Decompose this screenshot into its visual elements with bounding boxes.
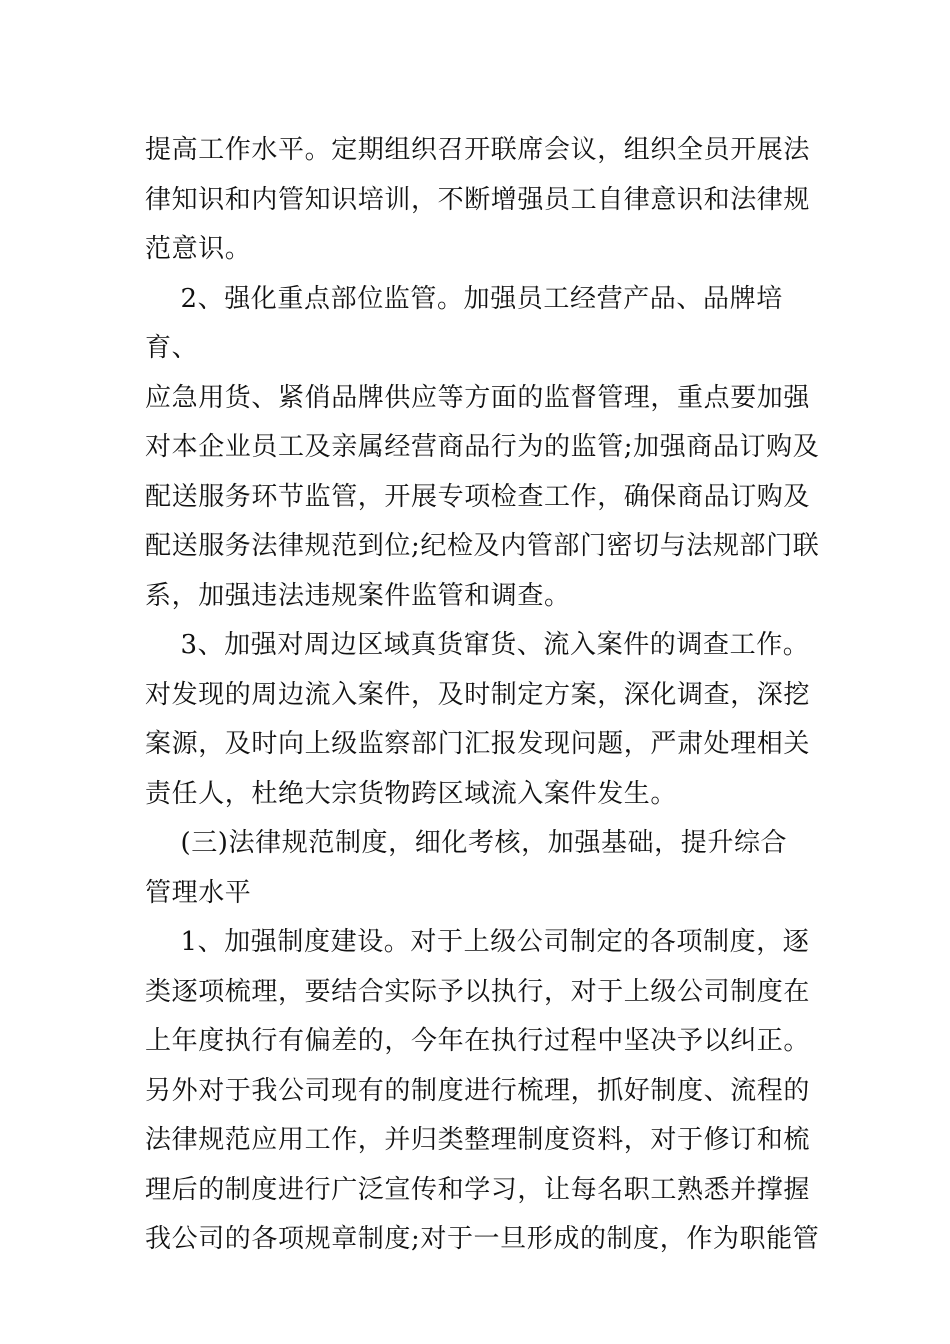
paragraph-4: (三)法律规范制度，细化考核，加强基础，提升综合 管理水平	[145, 828, 788, 908]
paragraph-5: 1、加强制度建设。对于上级公司制定的各项制度，逐 类逐项梳理，要结合实际予以执行，对于上级公司制度在 上年度执行有偏差的，今年在执行过程中坚决予以纠正。 另外对于我公司现有的制度进行梳理，抓好制度、流程的 法律规范应用工作，并归类整理制度资料，对于修订和梳 理后的制度进行广泛宣传和学习，让每名职工熟悉并撑握 我公司的各项规章制度;对于一旦形成的制度，作为职能管	[145, 927, 820, 1254]
paragraph-2: 2、强化重点部位监管。加强员工经营产品、品牌培育、 应急用货、紧俏品牌供应等方面的监督管理，重点要加强 对本企业员工及亲属经营商品行为的监管;加强商品订购及 配送服务环节监管，开展专项检查工作，确保商品订购及 配送服务法律规范到位;纪检及内管部门密切与法规部门联 系，加强违法违规案件监管和调查。	[145, 283, 820, 611]
paragraph-3: 3、加强对周边区域真货窜货、流入案件的调查工作。 对发现的周边流入案件，及时制定方案，深化调查，深挖 案源，及时向上级监察部门汇报发现问题，严肃处理相关 责任人，杜绝大宗货物跨区域流入案件发生。	[145, 630, 811, 809]
document-body	[145, 126, 835, 1265]
paragraph-1: 提高工作水平。定期组织召开联席会议，组织全员开展法 律知识和内管知识培训，不断增强员工自律意识和法律规 范意识。	[145, 135, 811, 264]
